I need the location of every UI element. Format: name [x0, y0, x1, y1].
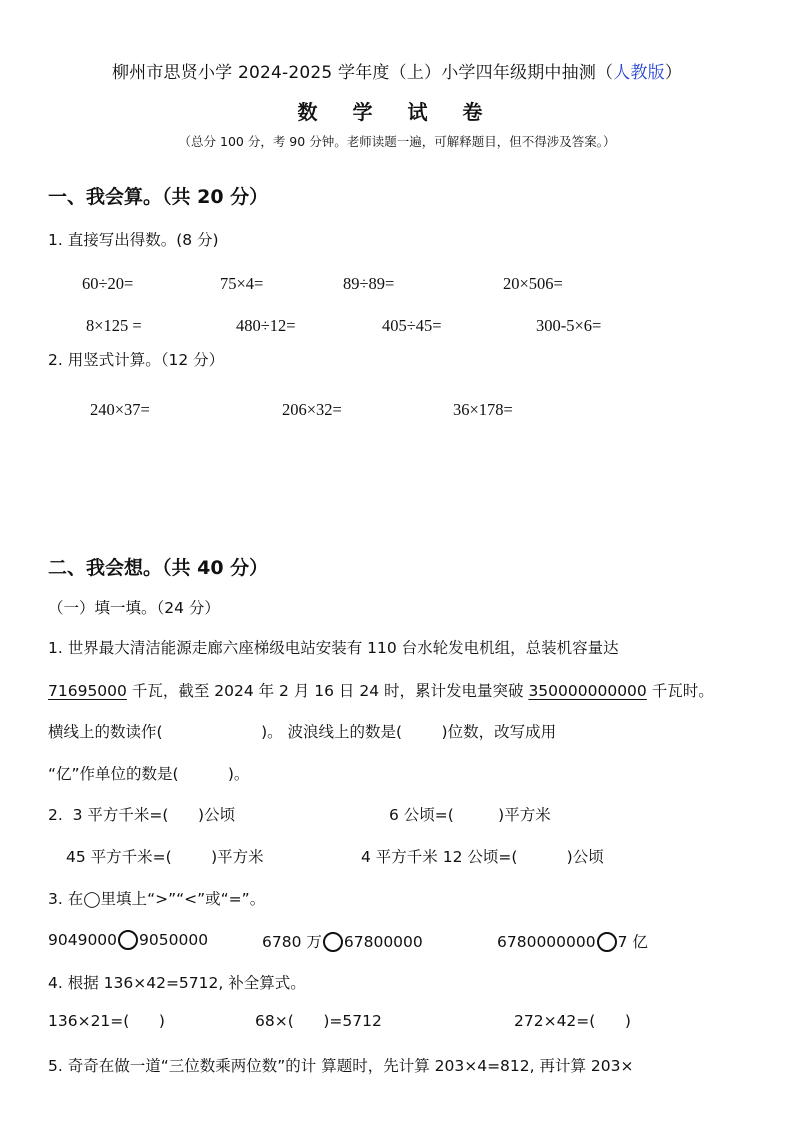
underlined-number: 71695000 [48, 682, 127, 700]
fill-q5-line: 5. 奇奇在做一道“三位数乘两位数”的计 算题时，先计算 203×4=812, 再计算 203× [48, 1057, 634, 1075]
wavy-underlined-number: 350000000000 [528, 682, 647, 700]
fill-q4-label: 4. 根据 136×42=5712, 补全算式。 [48, 974, 306, 992]
fill-q1-line4: “亿”作单位的数是( )。 [48, 765, 250, 783]
compare-item: 9049000 9050000 [48, 931, 209, 949]
calc-item: 75×4= [220, 274, 264, 293]
fill-q2-d: 4 平方千米 12 公顷=( )公顷 [361, 848, 604, 866]
calc-item: 60÷20= [82, 274, 134, 293]
fill-q2-b: 6 公顷=( )平方米 [389, 806, 551, 824]
fill-q4-b: 68×( )=5712 [255, 1012, 382, 1030]
calc-item: 8×125 = [86, 316, 142, 335]
exam-subtitle: 数 学 试 卷 [297, 100, 497, 124]
calc-item: 480÷12= [236, 316, 296, 335]
question-1-label: 1. 直接写出得数。(8 分) [48, 231, 219, 249]
question-2-label: 2. 用竖式计算。（12 分） [48, 351, 225, 369]
exam-title: 柳州市思贤小学 2024-2025 学年度（上）小学四年级期中抽测（人教版） [111, 63, 683, 83]
calc-item: 89÷89= [343, 274, 395, 293]
compare-circle[interactable] [118, 930, 138, 950]
fill-q1-line3: 横线上的数读作( )。 波浪线上的数是( )位数，改写成用 [48, 723, 557, 741]
fill-q3-label: 3. 在◯里填上“>”“<”或“=”。 [48, 890, 266, 908]
exam-note: （总分 100 分，考 90 分钟。老师读题一遍，可解释题目，但不得涉及答案。） [178, 134, 616, 149]
calc-item: 405÷45= [382, 316, 442, 335]
part-1-label: （一）填一填。（24 分） [48, 599, 220, 617]
calc-item: 20×506= [503, 274, 563, 293]
compare-item: 6780 万 67800000 [262, 933, 423, 951]
fill-q2-a: 2. 3 平方千米=( )公顷 [48, 806, 236, 824]
fill-q2-c: 45 平方千米=( )平方米 [66, 848, 264, 866]
vertical-calc-item: 240×37= [90, 400, 150, 419]
fill-q4-c: 272×42=( ) [514, 1012, 631, 1030]
section-heading-1: 一、我会算。（共 20 分） [48, 186, 269, 208]
fill-q1-line1: 1. 世界最大清洁能源走廊六座梯级电站安装有 110 台水轮发电机组，总装机容量达 [48, 639, 619, 657]
compare-circle[interactable] [597, 932, 617, 952]
fill-q4-a: 136×21=( ) [48, 1012, 165, 1030]
compare-circle[interactable] [323, 932, 343, 952]
vertical-calc-item: 36×178= [453, 400, 513, 419]
edition-label: 人教版 [613, 63, 665, 83]
compare-item: 6780000000 7 亿 [497, 933, 648, 951]
calc-item: 300-5×6= [536, 316, 602, 335]
vertical-calc-item: 206×32= [282, 400, 342, 419]
section-heading-2: 二、我会想。（共 40 分） [48, 557, 269, 579]
fill-q1-line2: 71695000 千瓦，截至 2024 年 2 月 16 日 24 时，累计发电量突破 350000000000 千瓦时。 [48, 682, 714, 700]
